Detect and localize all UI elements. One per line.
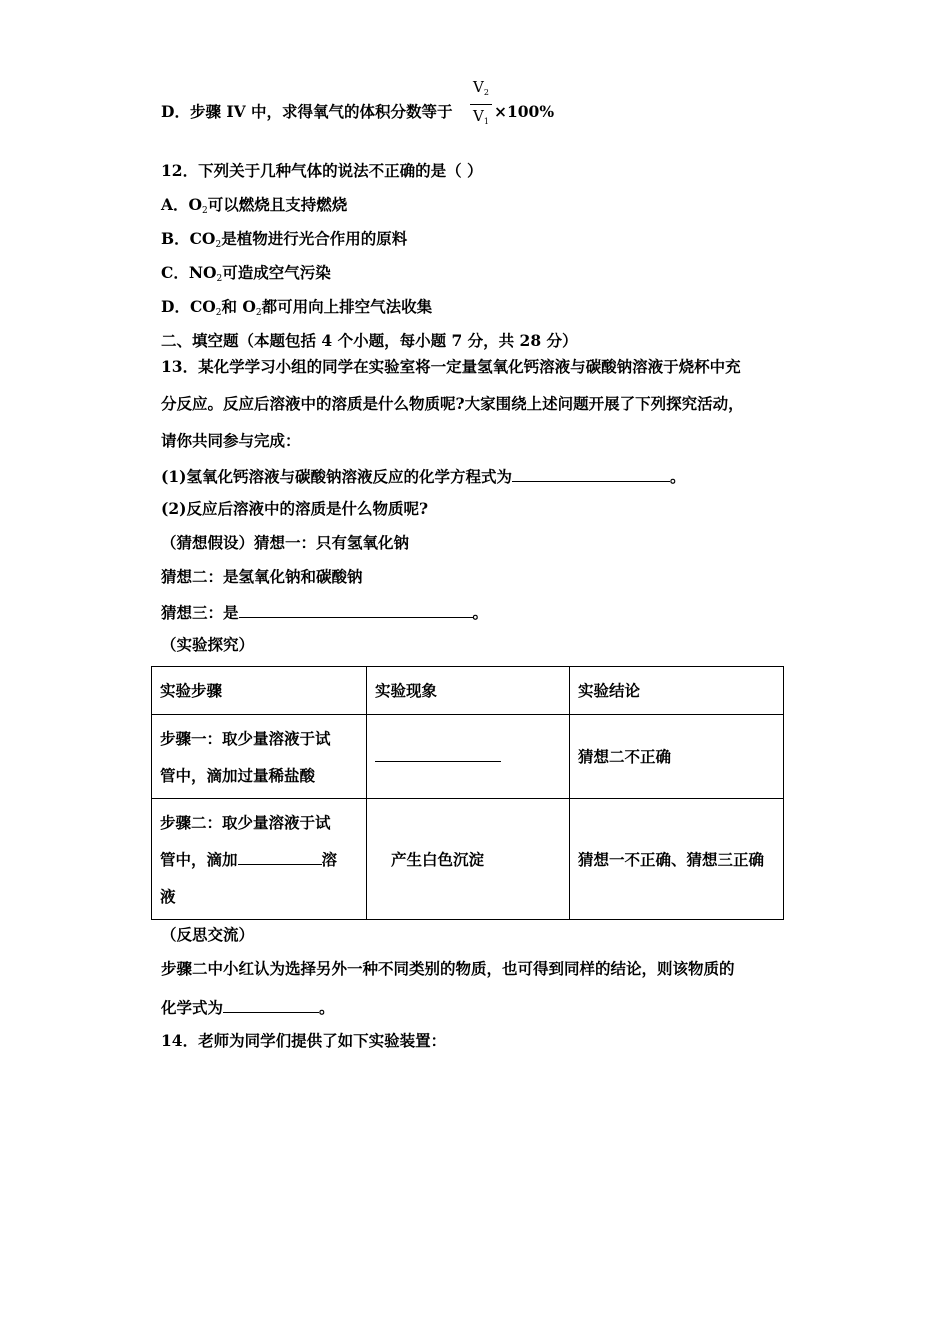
q12-option-d: D．$CO_2$和 $O_2$都可用向上排空气法收集 xyxy=(161,297,433,318)
reflection-heading: （反思交流） xyxy=(161,925,255,944)
step-one-cell: 步骤一：取少量溶液于试 管中，滴加过量稀盐酸 xyxy=(152,715,367,799)
step-two-cell: 步骤二：取少量溶液于试 管中，滴加 溶 液 xyxy=(152,799,367,920)
volume-fraction xyxy=(470,78,492,131)
table-header-row xyxy=(152,667,784,715)
reflection-line2: 化学式为 。 xyxy=(161,998,335,1017)
experiment-table xyxy=(151,666,784,920)
header-conclusion: 实验结论 xyxy=(570,667,784,715)
q13-part1: (1)氢氧化钙溶液与碳酸钠溶液反应的化学方程式为 。 xyxy=(161,467,686,486)
equation-answer-blank[interactable] xyxy=(512,465,670,482)
conclusion-one-cell: 猜想二不正确 xyxy=(570,715,784,799)
conclusion-two-cell: 猜想一不正确、猜想三正确 xyxy=(570,799,784,920)
q12-option-b: B．$CO_2$是植物进行光合作用的原料 xyxy=(161,229,408,250)
guess3-answer-blank[interactable] xyxy=(239,601,473,618)
guess-2: 猜想二：是氢氧化钠和碳酸钠 xyxy=(161,567,363,586)
reagent-answer-blank[interactable] xyxy=(238,848,322,865)
fraction-numerator: $V_2$ xyxy=(473,78,489,97)
q11-option-d: D．步骤 IV 中，求得氧气的体积分数等于 xyxy=(161,102,453,121)
q13-stem-line1: 13．某化学学习小组的同学在实验室将一定量氢氧化钙溶液与碳酸钠溶液于烧杯中充 xyxy=(161,357,741,376)
q12-stem: 12．下列关于几种气体的说法不正确的是（ ） xyxy=(161,161,483,180)
header-phenomenon: 实验现象 xyxy=(367,667,570,715)
fraction-denominator: $V_1$ xyxy=(473,107,489,126)
q12-option-a: A．$O_2$可以燃烧且支持燃烧 xyxy=(161,195,348,216)
q13-stem-line3: 请你共同参与完成： xyxy=(161,431,301,450)
q13-stem-line2: 分反应。反应后溶液中的溶质是什么物质呢?大家围绕上述问题开展了下列探究活动， xyxy=(161,394,744,413)
header-steps: 实验步骤 xyxy=(152,667,367,715)
percent-suffix: ×100% xyxy=(494,102,555,121)
reflection-line1: 步骤二中小红认为选择另外一种不同类别的物质，也可得到同样的结论，则该物质的 xyxy=(161,959,735,978)
guess-1: （猜想假设）猜想一：只有氢氧化钠 xyxy=(161,533,410,552)
experiment-heading: （实验探究） xyxy=(161,635,255,654)
table-row xyxy=(152,715,784,799)
phenomenon-two-cell: 产生白色沉淀 xyxy=(367,799,570,920)
q14-stem: 14．老师为同学们提供了如下实验装置： xyxy=(161,1031,447,1050)
table-row xyxy=(152,799,784,920)
q13-part2: (2)反应后溶液中的溶质是什么物质呢? xyxy=(161,499,429,518)
guess-3: 猜想三：是 。 xyxy=(161,603,489,622)
phenomenon-answer-blank[interactable] xyxy=(375,747,501,762)
phenomenon-one-cell xyxy=(367,715,570,799)
q12-option-c: C．$NO_2$可造成空气污染 xyxy=(161,263,331,284)
formula-answer-blank[interactable] xyxy=(223,996,319,1013)
section-heading: 二、填空题（本题包括 4 个小题，每小题 7 分，共 28 分） xyxy=(161,331,578,350)
